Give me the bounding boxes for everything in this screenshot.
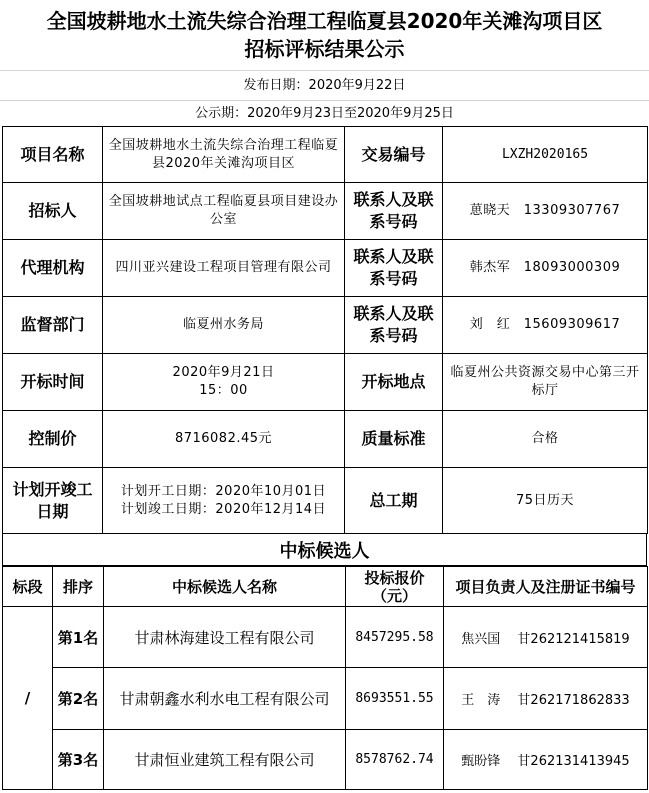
- open-place-label: 开标地点: [345, 354, 443, 411]
- candidates-table: [2, 566, 648, 790]
- trade-no-value: LXZH2020165: [443, 127, 648, 183]
- table-header-row: [3, 567, 648, 607]
- table-row: [3, 127, 648, 183]
- contact-label: 联系人及联系号码: [345, 183, 443, 240]
- contact-label: 联系人及联系号码: [345, 240, 443, 297]
- candidate-price: 8457295.58: [346, 607, 444, 668]
- tenderer-value: 全国坡耕地试点工程临夏县项目建设办公室: [103, 183, 345, 240]
- project-name-label: 项目名称: [3, 127, 103, 183]
- quality-value: 合格: [443, 411, 648, 468]
- supervisor-contact: 刘 红 15609309617: [443, 297, 648, 354]
- candidate-name: 甘肃朝鑫水利水电工程有限公司: [104, 668, 346, 730]
- schedule-end: 计划竣工日期：2020年12月14日: [120, 501, 327, 517]
- lot-value: /: [3, 607, 53, 790]
- duration-label: 总工期: [345, 468, 443, 534]
- schedule-value: [103, 468, 345, 534]
- project-name-value: 全国坡耕地水土流失综合治理工程临夏县2020年关滩沟项目区: [103, 127, 345, 183]
- agency-contact: 韩杰军 18093000309: [443, 240, 648, 297]
- table-row: [3, 240, 648, 297]
- rank-header: 排序: [53, 567, 104, 607]
- agency-label: 代理机构: [3, 240, 103, 297]
- duration-value: 75日历天: [443, 468, 648, 534]
- candidate-price: 8578762.74: [346, 730, 444, 790]
- contact-label: 联系人及联系号码: [345, 297, 443, 354]
- bid-price-header: 投标报价（元）: [346, 567, 444, 607]
- open-time-value: [103, 354, 345, 411]
- candidate-manager: 焦兴国 甘262121415819: [444, 607, 648, 668]
- trade-no-label: 交易编号: [345, 127, 443, 183]
- table-row: [3, 607, 648, 668]
- tenderer-label: 招标人: [3, 183, 103, 240]
- table-row: [3, 730, 648, 790]
- title-line-2: 招标评标结果公示: [244, 37, 405, 61]
- candidate-name: 甘肃林海建设工程有限公司: [104, 607, 346, 668]
- supervisor-label: 监督部门: [3, 297, 103, 354]
- schedule-label: 计划开竣工日期: [3, 468, 103, 534]
- candidate-manager: 甄盼锋 甘262131413945: [444, 730, 648, 790]
- manager-header: 项目负责人及注册证书编号: [444, 567, 648, 607]
- publish-date: 发布日期：2020年9月22日: [0, 70, 649, 100]
- open-time-label: 开标时间: [3, 354, 103, 411]
- quality-label: 质量标准: [345, 411, 443, 468]
- title-line-1: 全国坡耕地水土流失综合治理工程临夏县2020年关滩沟项目区: [46, 9, 603, 33]
- page-title: [0, 0, 649, 70]
- open-date: 2020年9月21日: [172, 365, 275, 380]
- table-row: [3, 668, 648, 730]
- candidates-section-title: 中标候选人: [2, 534, 647, 566]
- lot-header: 标段: [3, 567, 53, 607]
- table-row: [3, 354, 648, 411]
- open-hour: 15：00: [199, 383, 248, 398]
- schedule-start: 计划开工日期：2020年10月01日: [120, 483, 327, 499]
- supervisor-value: 临夏州水务局: [103, 297, 345, 354]
- candidate-name: 甘肃恒业建筑工程有限公司: [104, 730, 346, 790]
- candidate-rank: 第3名: [53, 730, 104, 790]
- open-place-value: 临夏州公共资源交易中心第三开标厅: [443, 354, 648, 411]
- table-row: [3, 297, 648, 354]
- candidate-rank: 第2名: [53, 668, 104, 730]
- candidate-manager: 王 涛 甘262171862833: [444, 668, 648, 730]
- tenderer-contact: 葸晓天 13309307767: [443, 183, 648, 240]
- candidate-price: 8693551.55: [346, 668, 444, 730]
- control-price-label: 控制价: [3, 411, 103, 468]
- notice-period: 公示期：2020年9月23日至2020年9月25日: [0, 100, 649, 126]
- agency-value: 四川亚兴建设工程项目管理有限公司: [103, 240, 345, 297]
- candidate-name-header: 中标候选人名称: [104, 567, 346, 607]
- table-row: [3, 411, 648, 468]
- project-info-table: [2, 126, 648, 534]
- table-row: [3, 183, 648, 240]
- table-row: [3, 468, 648, 534]
- candidate-rank: 第1名: [53, 607, 104, 668]
- control-price-value: 8716082.45元: [103, 411, 345, 468]
